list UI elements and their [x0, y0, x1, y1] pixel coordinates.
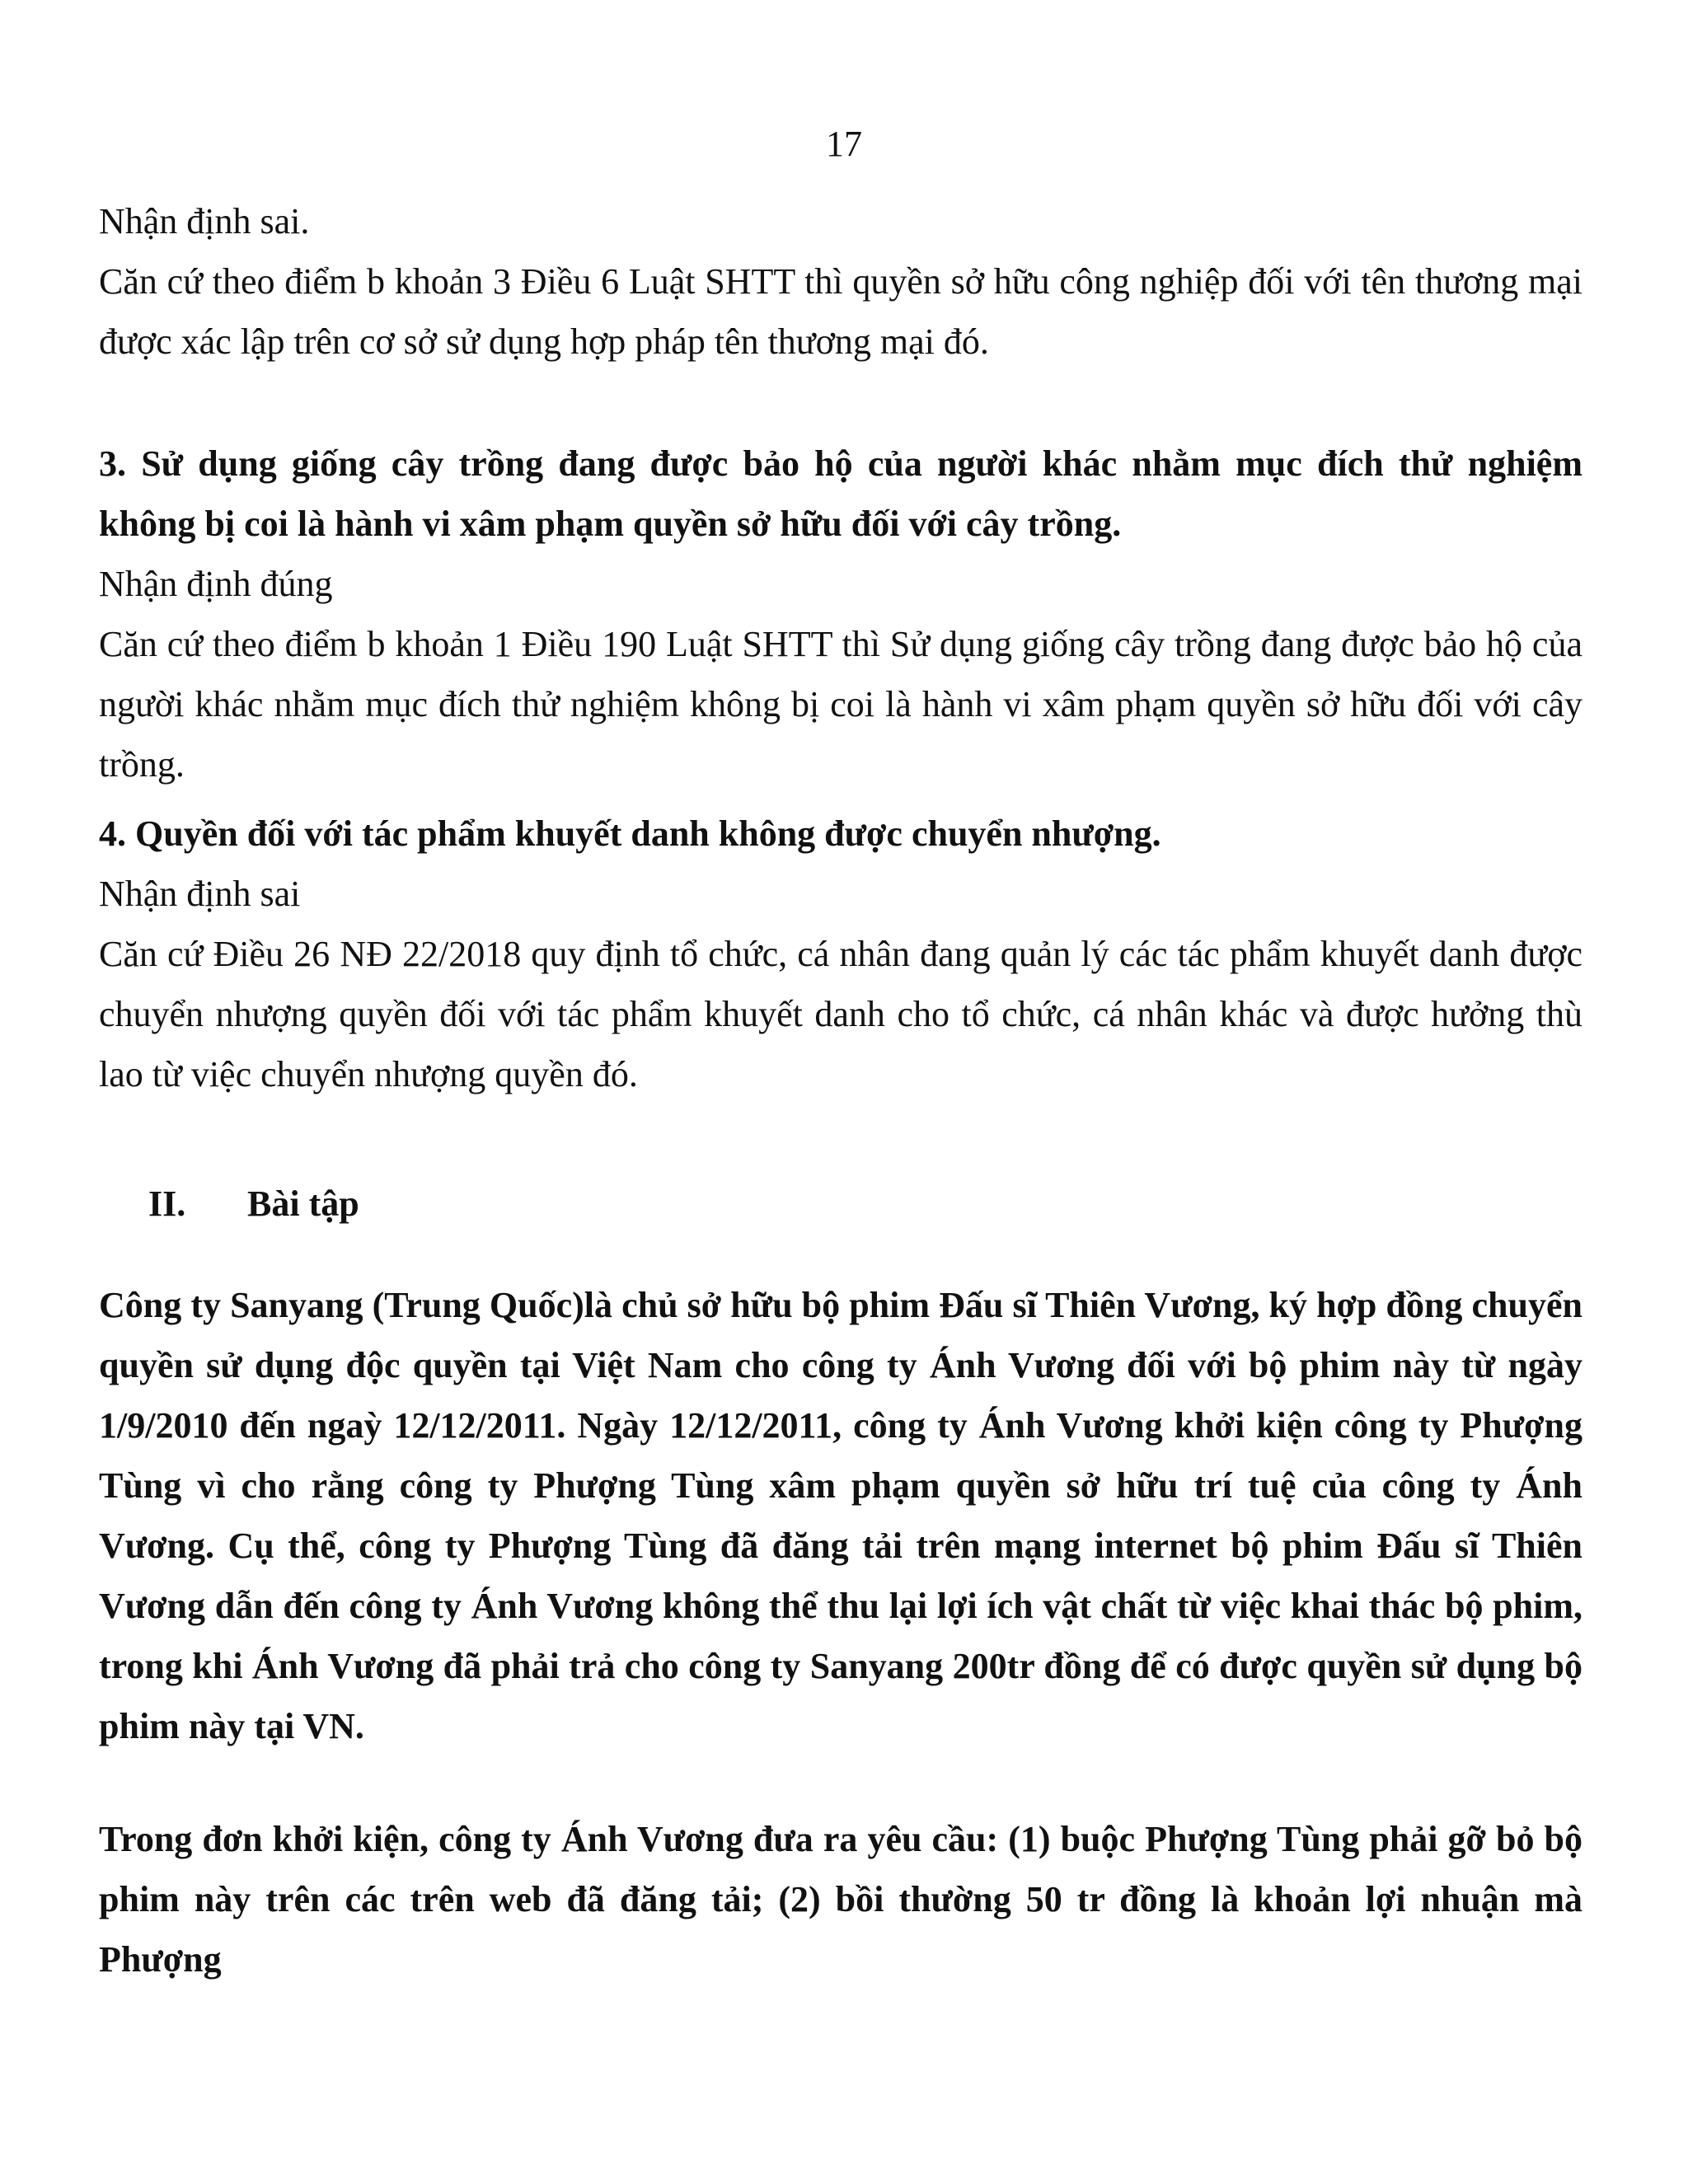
exercise-paragraph-1: [99, 1275, 1582, 1756]
verdict-text: Nhận định sai.: [99, 201, 310, 241]
section-number: II.: [148, 1183, 186, 1224]
verdict-text: Nhận định đúng: [99, 564, 333, 604]
exercise-paragraph-2: [99, 1809, 1582, 1990]
explanation-text: Căn cứ Điều 26 NĐ 22/2018 quy định tổ chức, cá nhân đang quản lý các tác phẩm khuyết danh được chuyển nhượng quyền đối với tác phẩm khuyết danh cho tổ chức, cá nhân khác và được hưởng thù lao từ việc chuyển nhượng quyền đó.: [99, 934, 1582, 1094]
page-number: 17: [826, 124, 862, 164]
question-statement: 4. Quyền đối với tác phẩm khuyết danh không được chuyển nhượng.: [99, 813, 1161, 854]
answer-block-2: [99, 191, 1582, 372]
question-statement: 3. Sử dụng giống cây trồng đang được bảo hộ của người khác nhằm mục đích thử nghiệm không bị coi là hành vi xâm phạm quyền sở hữu đối với cây trồng.: [99, 443, 1582, 544]
section-title: Bài tập: [247, 1183, 359, 1224]
explanation-text: Căn cứ theo điểm b khoản 1 Điều 190 Luật SHTT thì Sử dụng giống cây trồng đang được bảo hộ của người khác nhằm mục đích thử nghiệm không bị coi là hành vi xâm phạm quyền sở hữu đối với cây trồng.: [99, 624, 1582, 785]
question-block-4: [99, 804, 1582, 1104]
exercise-text: Công ty Sanyang (Trung Quốc)là chủ sở hữu bộ phim Đấu sĩ Thiên Vương, ký hợp đồng chuyển quyền sử dụng độc quyền tại Việt Nam cho công ty Ánh Vương đối với bộ phim này từ ngày 1/9/2010 đến ngaỳ 12/12/2011. Ngày 12/12/2011, công ty Ánh Vương khởi kiện công ty Phượng Tùng vì cho rằng công ty Phượng Tùng xâm phạm quyền sở hữu trí tuệ của công ty Ánh Vương. Cụ thể, công ty Phượng Tùng đã đăng tải trên mạng internet bộ phim Đấu sĩ Thiên Vương dẫn đến công ty Ánh Vương không thể thu lại lợi ích vật chất từ việc khai thác bộ phim, trong khi Ánh Vương đã phải trả cho công ty Sanyang 200tr đồng để có được quyền sử dụng bộ phim này tại VN.: [99, 1285, 1582, 1746]
exercise-text: Trong đơn khởi kiện, công ty Ánh Vương đưa ra yêu cầu: (1) buộc Phượng Tùng phải gỡ bỏ bộ phim này trên các trên web đã đăng tải; (2) bồi thường 50 tr đồng là khoản lợi nhuận mà Phượng: [99, 1819, 1582, 1980]
explanation-text: Căn cứ theo điểm b khoản 3 Điều 6 Luật SHTT thì quyền sở hữu công nghiệp đối với tên thương mại được xác lập trên cơ sở sử dụng hợp pháp tên thương mại đó.: [99, 261, 1582, 362]
question-block-3: [99, 434, 1582, 794]
verdict-text: Nhận định sai: [99, 874, 301, 914]
